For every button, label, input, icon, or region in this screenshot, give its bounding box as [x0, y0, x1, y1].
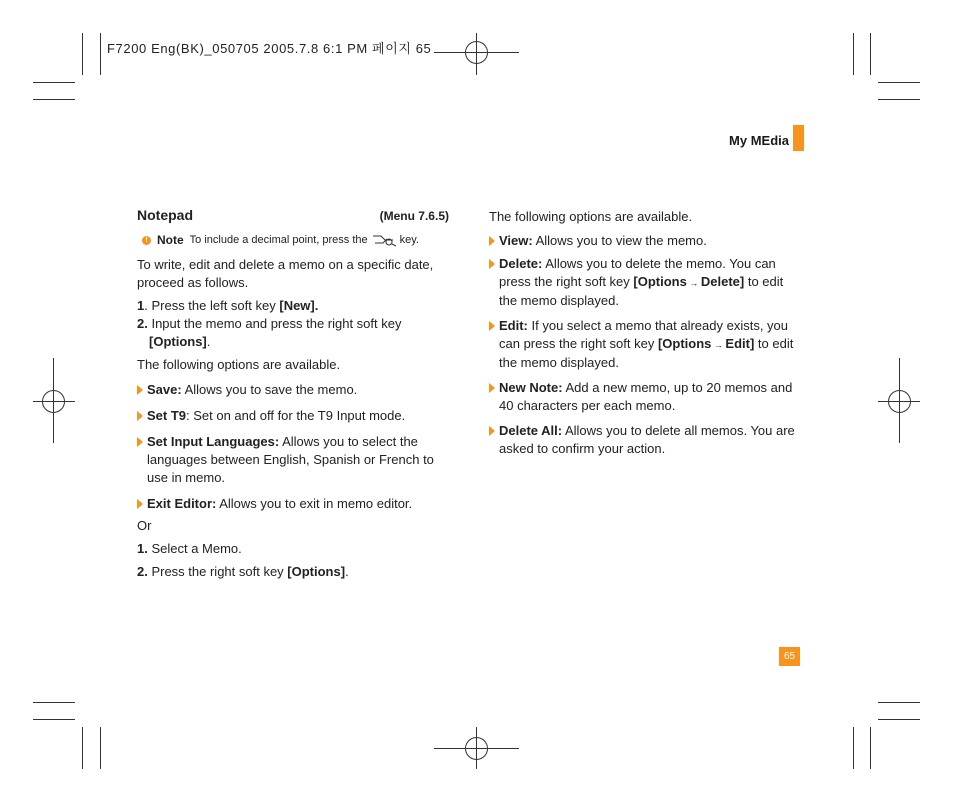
option-new-note — [489, 379, 803, 415]
alt-step-1-number: 1. — [137, 541, 148, 556]
section-tab — [793, 125, 804, 151]
option-exit-editor-label: Exit Editor: — [147, 496, 217, 511]
right-intro: The following options are available. — [489, 209, 693, 224]
orange-triangle-bullet-icon — [489, 236, 495, 246]
page-title: Notepad — [137, 207, 193, 223]
registration-mark — [465, 41, 488, 64]
crop-mark — [878, 702, 920, 703]
step-1-number: 1 — [137, 298, 145, 313]
crop-mark — [82, 33, 83, 75]
arrow-right-icon: → — [686, 278, 701, 288]
option-save-label: Save: — [147, 382, 182, 397]
step-1-text: . Press the left soft key — [144, 298, 280, 313]
alt-step-2-number: 2. — [137, 564, 148, 579]
step-1-key: [New]. — [279, 298, 319, 313]
orange-triangle-bullet-icon — [137, 385, 143, 395]
option-delete-key-1: [Options — [633, 274, 687, 289]
orange-triangle-bullet-icon — [137, 437, 143, 447]
orange-triangle-bullet-icon — [489, 426, 495, 436]
option-save — [137, 381, 449, 399]
option-set-input-languages-label: Set Input Languages: — [147, 434, 280, 449]
crop-mark — [870, 33, 871, 75]
step-2-number: 2. — [137, 316, 148, 331]
intro-text: To write, edit and delete a memo on a specific date, proceed as follows. — [137, 257, 434, 290]
step-2-text: Input the memo and press the right soft key — [147, 316, 402, 331]
alt-step-1-text: Select a Memo. — [147, 541, 242, 556]
option-set-t9-text: : Set on and off for the T9 Input mode. — [186, 408, 406, 423]
crop-mark — [33, 99, 75, 100]
note-text-after: key. — [399, 234, 419, 246]
crop-mark — [33, 82, 75, 83]
option-delete-all-label: Delete All: — [499, 423, 563, 438]
option-exit-editor — [137, 495, 449, 513]
option-new-note-label: New Note: — [499, 380, 563, 395]
alt-step-2-text: Press the right soft key — [147, 564, 288, 579]
left-column — [137, 206, 449, 581]
option-delete-text: Allows you to delete the memo. You can press the right soft key — [499, 256, 776, 289]
crop-mark — [870, 727, 871, 769]
alt-step-2 — [137, 563, 449, 581]
or-text: Or — [137, 518, 152, 533]
registration-mark — [42, 390, 65, 413]
arrow-right-icon: → — [711, 340, 726, 350]
registration-mark — [888, 390, 911, 413]
step-2-end: . — [206, 334, 211, 349]
right-column — [489, 208, 803, 458]
option-set-input-languages-text: Allows you to select the languages between English, Spanish or French to use in memo. — [147, 434, 434, 485]
star-key-icon — [371, 233, 397, 247]
orange-triangle-bullet-icon — [137, 499, 143, 509]
option-save-text: Allows you to save the memo. — [181, 382, 358, 397]
option-edit-key-1: [Options — [657, 336, 712, 351]
page-number: 65 — [779, 647, 800, 666]
alt-step-2-end: . — [345, 564, 349, 579]
info-circle-icon: ! — [142, 236, 151, 245]
crop-mark — [100, 727, 101, 769]
option-delete-all — [489, 422, 803, 458]
option-edit-key-2: Edit] — [725, 336, 755, 351]
option-edit — [489, 317, 803, 372]
step-1 — [137, 297, 449, 315]
menu-reference: (Menu 7.6.5) — [379, 209, 449, 223]
option-delete-label: Delete: — [499, 256, 543, 271]
option-exit-editor-text: Allows you to exit in memo editor. — [216, 496, 413, 511]
orange-triangle-bullet-icon — [137, 411, 143, 421]
note-label: Note — [157, 233, 184, 247]
orange-triangle-bullet-icon — [489, 259, 495, 269]
option-edit-label: Edit: — [499, 318, 528, 333]
option-delete — [489, 255, 803, 310]
option-set-input-languages — [137, 433, 449, 487]
alt-step-1 — [137, 540, 449, 558]
option-set-t9 — [137, 407, 449, 425]
crop-mark — [853, 727, 854, 769]
crop-mark — [33, 719, 75, 720]
crop-mark — [878, 99, 920, 100]
option-view-text: Allows you to view the memo. — [532, 233, 707, 248]
option-view-label: View: — [499, 233, 533, 248]
option-view — [489, 232, 803, 250]
options-intro: The following options are available. — [137, 357, 341, 372]
crop-mark — [853, 33, 854, 75]
print-code: F7200 Eng(BK)_050705 2005.7.8 6:1 PM 페이지 65 — [107, 41, 432, 56]
option-set-t9-label: Set T9 — [147, 408, 187, 423]
step-2 — [137, 315, 449, 351]
crop-mark — [878, 719, 920, 720]
crop-mark — [878, 82, 920, 83]
option-delete-end: to edit the memo displayed. — [499, 274, 784, 308]
section-title: My MEdia — [729, 133, 789, 148]
title-row — [137, 206, 449, 225]
option-edit-end: to edit the memo displayed. — [499, 336, 794, 370]
option-edit-text: If you select a memo that already exists, you can press the right soft key — [499, 318, 789, 351]
option-new-note-text: Add a new memo, up to 20 memos and 40 characters per each memo. — [499, 380, 793, 413]
registration-mark — [465, 737, 488, 760]
orange-triangle-bullet-icon — [489, 383, 495, 393]
option-delete-key-2: Delete] — [700, 274, 745, 289]
crop-mark — [33, 702, 75, 703]
crop-mark — [100, 33, 101, 75]
crop-mark — [82, 727, 83, 769]
alt-step-2-key: [Options] — [287, 564, 346, 579]
step-2-key: [Options] — [149, 334, 207, 349]
option-delete-all-text: Allows you to delete all memos. You are asked to confirm your action. — [499, 423, 795, 456]
orange-triangle-bullet-icon — [489, 321, 495, 331]
note — [137, 231, 449, 249]
note-text-before: To include a decimal point, press the — [189, 234, 368, 246]
